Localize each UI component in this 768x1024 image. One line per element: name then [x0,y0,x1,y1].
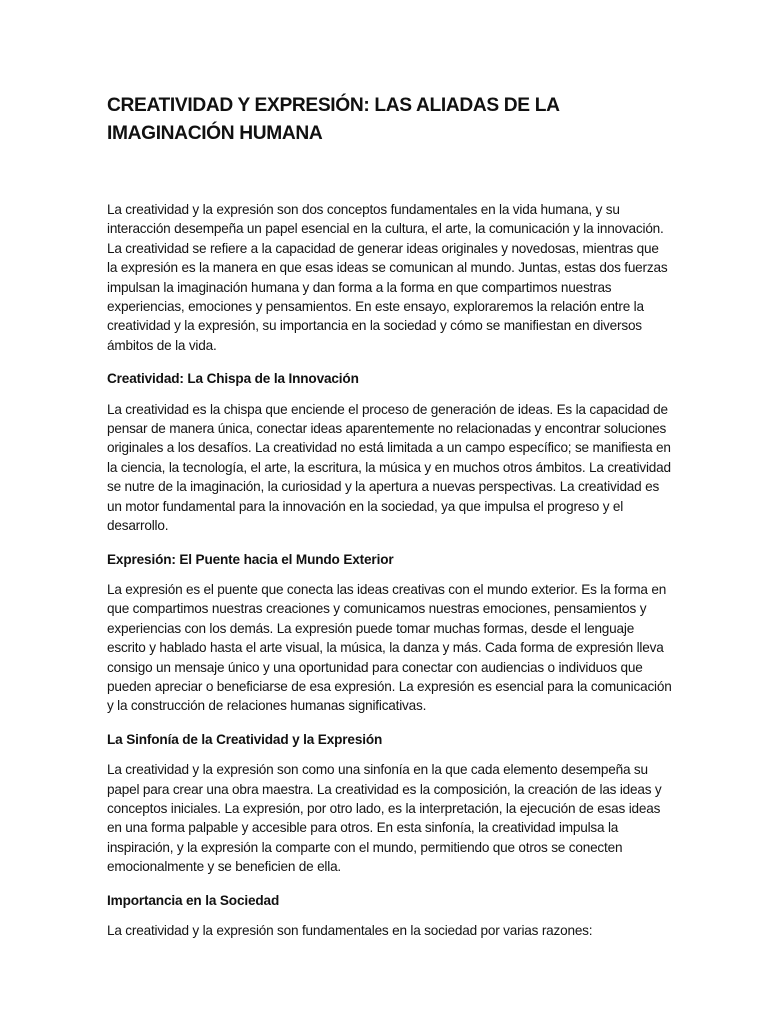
section-paragraph-importancia: La creatividad y la expresión son fundamentales en la sociedad por varias razones: [107,923,593,938]
section-heading-importancia: Importancia en la Sociedad [107,892,280,908]
document-title: CREATIVIDAD Y EXPRESIÓN: LAS ALIADAS DE LA IMAGINACIÓN HUMANA [107,95,559,144]
intro-paragraph: La creatividad y la expresión son dos conceptos fundamentales en la vida humana, y su interacción desempeña un papel esencial en la cultura, el arte, la comunicación y la innovación. La creatividad se refiere a la capacidad de generar ideas originales y novedosas, mientras que la expresión es la manera en que esas ideas se comunican al mundo. Juntas, estas dos fuerzas impulsan la imaginación humana y dan forma a la forma en que compartimos nuestras experiencias, emociones y pensamientos. En este ensayo, exploraremos la relación entre la creatividad y la expresión, su importancia en la sociedad y cómo se manifiestan en diversos ámbitos de la vida. [107,202,668,353]
section-heading-sinfonia: La Sinfonía de la Creatividad y la Expresión [107,731,383,747]
section-heading-expresion: Expresión: El Puente hacia el Mundo Exterior [107,551,394,567]
section-paragraph-creatividad: La creatividad es la chispa que enciende el proceso de generación de ideas. Es la capacidad de pensar de manera única, conectar ideas aparentemente no relacionadas y encontrar soluciones originales a los desafíos. La creatividad no está limitada a un campo específico; se manifiesta en la ciencia, la tecnología, el arte, la escritura, la música y en muchos otros ámbitos. La creatividad se nutre de la imaginación, la curiosidad y la apertura a nuevas perspectivas. La creatividad es un motor fundamental para la innovación en la sociedad, ya que impulsa el progreso y el desarrollo. [107,401,671,534]
section-paragraph-sinfonia: La creatividad y la expresión son como una sinfonía en la que cada elemento desempeña su papel para crear una obra maestra. La creatividad es la composición, la creación de las ideas y conceptos iniciales. La expresión, por otro lado, es la interpretación, la ejecución de esas ideas en una forma palpable y accesible para otros. En esta sinfonía, la creatividad impulsa la inspiración, y la expresión la comparte con el mundo, permitiendo que otros se conecten emocionalmente y se beneficien de ella. [107,762,662,875]
section-heading-creatividad: Creatividad: La Chispa de la Innovación [107,371,359,387]
section-paragraph-expresion: La expresión es el puente que conecta las ideas creativas con el mundo exterior. Es la forma en que compartimos nuestras creaciones y comunicamos nuestras emociones, pensamientos y experiencias con los demás. La expresión puede tomar muchas formas, desde el lenguaje escrito y hablado hasta el arte visual, la música, la danza y más. Cada forma de expresión lleva consigo un mensaje único y una oportunidad para conectar con audiencias o individuos que pueden apreciar o beneficiarse de esa expresión. La expresión es esencial para la comunicación y la construcción de relaciones humanas significativas. [107,581,672,714]
